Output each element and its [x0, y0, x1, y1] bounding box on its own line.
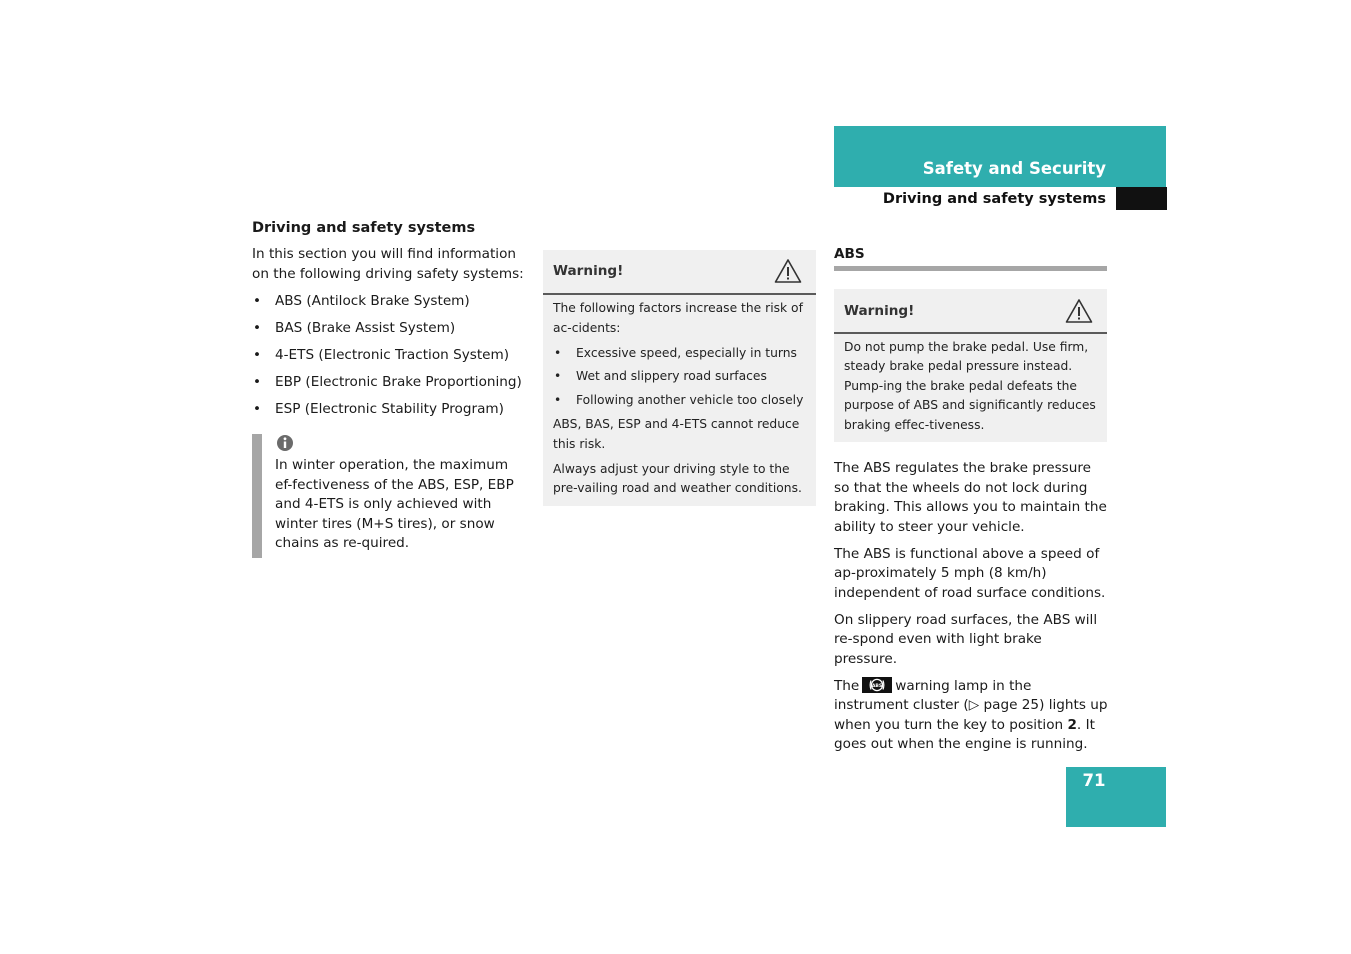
lamp-text-end: . It goes out when the engine is running. — [834, 716, 1095, 752]
abs-heading: ABS — [834, 246, 865, 262]
abs-paragraph-lamp — [834, 677, 1109, 755]
warning-box-risk-factors — [543, 250, 816, 506]
abs-paragraph: On slippery road surfaces, the ABS will re-spond even with light brake pressure. — [834, 611, 1098, 667]
abs-warning-lamp-icon — [862, 677, 892, 693]
list-item: • Wet and slippery road surfaces — [553, 367, 806, 387]
intro-text: In this section you will find information on the following driving safety systems: — [252, 246, 524, 282]
warning-text: Do not pump the brake pedal. Use firm, steady brake pedal pressure instead. Pump-ing the brake pedal defeats the purpose of ABS and significantly reduces braking effec-tiveness. — [844, 340, 1096, 432]
list-item: • EBP (Electronic Brake Proportioning) — [252, 373, 527, 393]
risk-list — [553, 344, 806, 411]
info-bar — [252, 434, 262, 558]
warning-title: Warning! — [844, 303, 915, 319]
chapter-title: Safety and Security — [922, 159, 1106, 178]
section-title: Driving and safety systems — [882, 191, 1106, 207]
abs-paragraph: The ABS is functional above a speed of ap-proximately 5 mph (8 km/h) independent of road surface conditions. — [834, 545, 1106, 601]
lamp-text-start: The — [834, 677, 860, 694]
warning-intro: The following factors increase the risk of ac-cidents: — [553, 301, 803, 335]
warning-body — [543, 295, 816, 499]
warning-box-brake-pedal — [834, 289, 1107, 442]
warning-triangle-icon — [1065, 298, 1093, 324]
section-heading: Driving and safety systems — [252, 220, 476, 236]
abs-paragraph: The ABS regulates the brake pressure so that the wheels do not lock during braking. This allows you to maintain the ability to steer your vehicle. — [834, 460, 1107, 535]
info-icon — [276, 434, 294, 452]
warning-paragraph: ABS, BAS, ESP and 4-ETS cannot reduce this risk. — [553, 416, 800, 451]
warning-triangle-icon — [774, 258, 802, 284]
abs-description — [834, 459, 1109, 762]
list-item: • Excessive speed, especially in turns — [553, 344, 806, 364]
warning-header — [834, 289, 1107, 334]
heading-rule — [834, 266, 1107, 271]
page-number: 71 — [1082, 771, 1106, 790]
list-item: • 4-ETS (Electronic Traction System) — [252, 346, 527, 366]
info-text: In winter operation, the maximum ef-fectiveness of the ABS, ESP, EBP and 4-ETS is only achieved with winter tires (M+S tires), or snow chains as re-quired. — [275, 457, 514, 551]
section-marker — [1116, 187, 1167, 210]
systems-list — [252, 292, 527, 420]
list-item: • ESP (Electronic Stability Program) — [252, 400, 527, 420]
warning-body — [834, 334, 1107, 435]
list-item: • ABS (Antilock Brake System) — [252, 292, 527, 312]
left-column — [252, 218, 527, 427]
warning-paragraph: Always adjust your driving style to the pre-vailing road and weather conditions. — [553, 461, 802, 496]
list-item: • Following another vehicle too closely — [553, 391, 806, 411]
warning-title: Warning! — [553, 263, 624, 279]
lamp-text-middle: warning lamp in the instrument cluster (▷ page 25) lights up when you turn the key to position — [834, 677, 1108, 733]
key-position: 2 — [1067, 716, 1077, 733]
svg-text:ABS: ABS — [872, 683, 883, 689]
list-item: • BAS (Brake Assist System) — [252, 319, 527, 339]
warning-header — [543, 250, 816, 295]
info-note — [252, 434, 527, 558]
